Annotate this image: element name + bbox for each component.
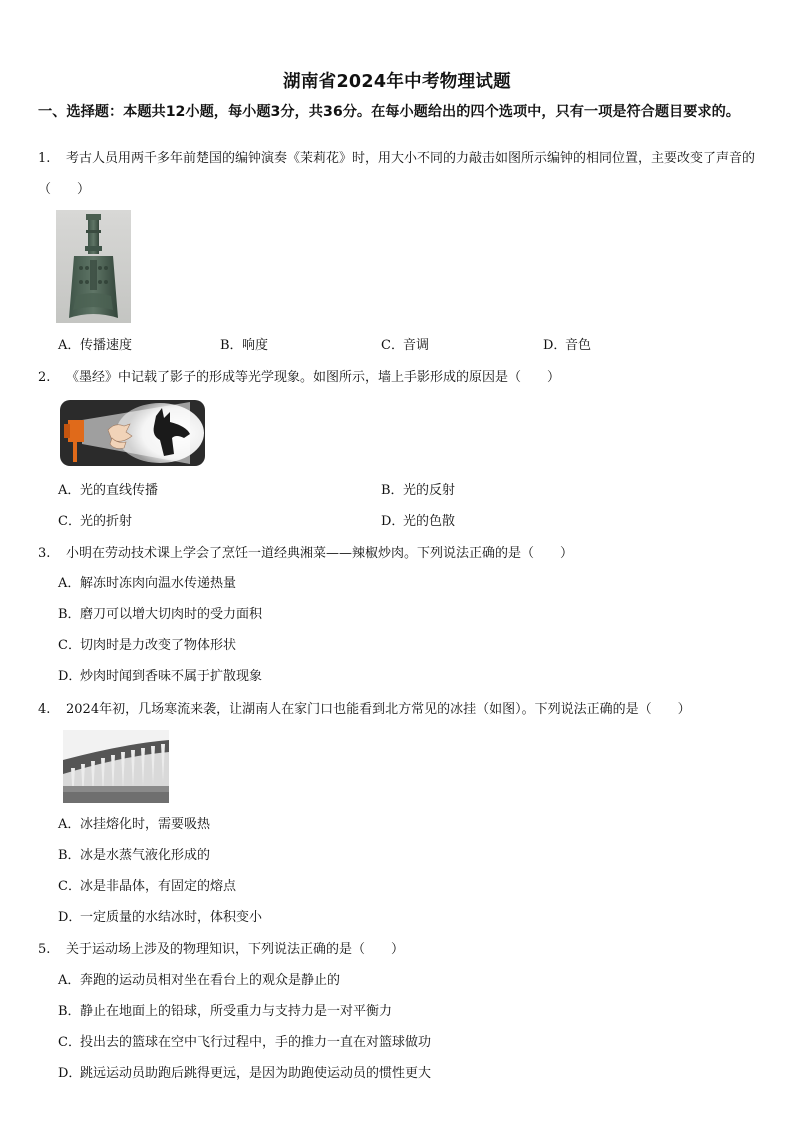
section-header: 一、选择题：本题共12小题，每小题3分，共36分。在每小题给出的四个选项中，只有一项是符合题目要求的。 bbox=[38, 104, 740, 120]
option-1c: C．音调 bbox=[381, 338, 430, 353]
option-2a: A．光的直线传播 bbox=[58, 483, 159, 498]
option-5c: C．投出去的篮球在空中飞行过程中，手的推力一直在对篮球做功 bbox=[58, 1035, 432, 1050]
option-3c: C．切肉时是力改变了物体形状 bbox=[58, 638, 237, 653]
question-stem: 2024年初，几场寒流来袭，让湖南人在家门口也能看到北方常见的冰挂（如图）。下列说法正确的是（ ） bbox=[66, 702, 691, 717]
question-number: 4. bbox=[38, 702, 51, 717]
option-1d: D．音色 bbox=[543, 338, 592, 353]
question-number: 2. bbox=[38, 370, 51, 385]
option-5b: B．静止在地面上的铅球，所受重力与支持力是一对平衡力 bbox=[58, 1004, 393, 1019]
option-5a: A．奔跑的运动员相对坐在看台上的观众是静止的 bbox=[58, 973, 341, 988]
option-4d: D．一定质量的水结冰时，体积变小 bbox=[58, 910, 263, 925]
option-2d: D．光的色散 bbox=[381, 514, 456, 529]
question-1 bbox=[38, 143, 762, 205]
question-number: 1. bbox=[38, 151, 51, 166]
option-4c: C．冰是非晶体，有固定的熔点 bbox=[58, 879, 237, 894]
question-2 bbox=[38, 362, 762, 393]
option-3d: D．炒肉时闻到香味不属于扩散现象 bbox=[58, 669, 263, 684]
hand-shadow-image bbox=[60, 400, 205, 466]
option-5d: D．跳远运动员助跑后跳得更远，是因为助跑使运动员的惯性更大 bbox=[58, 1066, 432, 1081]
icicle-image bbox=[63, 730, 169, 803]
question-number: 3. bbox=[38, 546, 51, 561]
option-2b: B．光的反射 bbox=[381, 483, 456, 498]
question-stem: 关于运动场上涉及的物理知识，下列说法正确的是（ ） bbox=[66, 942, 405, 957]
option-3b: B．磨刀可以增大切肉时的受力面积 bbox=[58, 607, 263, 622]
question-5 bbox=[38, 934, 762, 965]
question-4 bbox=[38, 694, 762, 725]
option-2c: C．光的折射 bbox=[58, 514, 133, 529]
question-stem: 小明在劳动技术课上学会了烹饪一道经典湘菜——辣椒炒肉。下列说法正确的是（ ） bbox=[66, 546, 574, 561]
question-stem: 考古人员用两千多年前楚国的编钟演奏《茉莉花》时，用大小不同的力敲击如图所示编钟的相同位置，主要改变了声音的（ ） bbox=[38, 151, 756, 197]
question-number: 5. bbox=[38, 942, 51, 957]
icicle-icon bbox=[63, 730, 169, 803]
option-1a: A．传播速度 bbox=[58, 338, 133, 353]
question-3 bbox=[38, 538, 762, 569]
bronze-bell-image bbox=[56, 210, 131, 323]
option-3a: A．解冻时冻肉向温水传递热量 bbox=[58, 576, 237, 591]
question-stem: 《墨经》中记载了影子的形成等光学现象。如图所示，墙上手影形成的原因是（ ） bbox=[66, 370, 561, 385]
bronze-bell-icon bbox=[56, 210, 131, 323]
option-4b: B．冰是水蒸气液化形成的 bbox=[58, 848, 211, 863]
hand-shadow-icon bbox=[60, 400, 205, 466]
option-4a: A．冰挂熔化时，需要吸热 bbox=[58, 817, 211, 832]
page-title: 湖南省2024年中考物理试题 bbox=[283, 72, 511, 92]
option-1b: B．响度 bbox=[220, 338, 269, 353]
